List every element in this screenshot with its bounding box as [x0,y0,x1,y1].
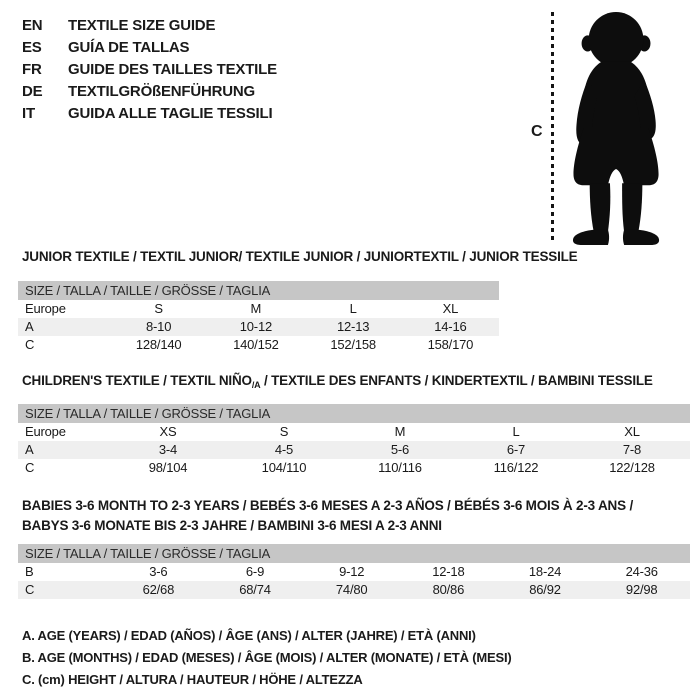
children-size-table [18,404,690,477]
row-label: A [25,442,34,457]
language-code: EN [22,17,43,34]
size-cell: L [512,424,520,439]
language-title: TEXTILGRÖßENFÜHRUNG [68,83,256,100]
junior-section-title: JUNIOR TEXTILE / TEXTIL JUNIOR/ TEXTILE JUNIOR / JUNIORTEXTIL / JUNIOR TESSILE [22,249,578,264]
table-row [18,336,499,354]
value-cell: 12-18 [432,564,465,579]
language-list [22,15,277,125]
children-title-subscript: /A [251,380,261,390]
row-label: C [25,582,35,597]
value-cell: 92/98 [625,582,658,597]
row-label: A [25,319,34,334]
language-title: GUIDE DES TAILLES TEXTILE [68,61,277,78]
children-title-text: CHILDREN'S TEXTILE / TEXTIL NIÑO [22,373,252,388]
value-cell: 10-12 [239,319,272,334]
measure-label-c: C [531,123,543,140]
footnotes [22,625,512,691]
size-cell: XS [159,424,177,439]
value-cell: 98/104 [148,460,188,475]
babies-section-title [22,496,633,536]
language-title: GUIDA ALLE TAGLIE TESSILI [68,105,273,122]
babies-title-line1: BABIES 3-6 MONTH TO 2-3 YEARS / BEBÉS 3-6 MESES A 2-3 AÑOS / BÉBÉS 3-6 MOIS À 2-3 ANS / [22,498,633,513]
table-row [18,318,499,336]
footnote-a: A. AGE (YEARS) / EDAD (AÑOS) / ÂGE (ANS) / ALTER (JAHRE) / ETÀ (ANNI) [22,628,476,643]
value-cell: 8-10 [146,319,172,334]
value-cell: 152/158 [330,337,376,352]
language-code: IT [22,105,35,122]
value-cell: 9-12 [339,564,365,579]
language-code: FR [22,61,42,78]
language-row [22,15,277,37]
size-header-bar: SIZE / TALLA / TAILLE / GRÖSSE / TAGLIA [18,404,690,423]
value-cell: 18-24 [528,564,562,579]
row-label: C [25,337,35,352]
value-cell: 14-16 [434,319,467,334]
value-cell: 3-4 [158,442,178,457]
baby-silhouette-image [562,9,666,245]
size-cell: M [250,301,262,316]
value-cell: 7-8 [622,442,642,457]
size-cell: L [349,301,357,316]
row-label: Europe [25,301,66,316]
value-cell: 6-9 [245,564,265,579]
value-cell: 104/110 [261,460,307,475]
language-code: ES [22,39,42,56]
babies-title-line2: BABYS 3-6 MONATE BIS 2-3 JAHRE / BAMBINI 3-6 MESI A 2-3 ANNI [22,518,442,533]
babies-size-table [18,544,690,599]
size-header-bar: SIZE / TALLA / TAILLE / GRÖSSE / TAGLIA [18,281,499,300]
size-cell: S [154,301,163,316]
value-cell: 74/80 [335,582,368,597]
value-cell: 68/74 [239,582,271,597]
value-cell: 3-6 [149,564,168,579]
value-cell: 128/140 [135,337,182,352]
value-cell: 62/68 [142,582,175,597]
value-cell: 80/86 [432,582,465,597]
value-cell: 110/116 [378,460,422,475]
value-cell: 86/92 [529,582,561,597]
size-cell: XL [442,301,459,316]
language-row [22,103,277,125]
value-cell: 24-36 [625,564,658,579]
table-row [18,581,690,599]
table-row [18,300,499,318]
table-row [18,563,690,581]
table-row [18,441,690,459]
size-cell: M [394,424,406,439]
language-row [22,37,277,59]
row-label: Europe [25,424,66,439]
table-row [18,459,690,477]
language-title: GUÍA DE TALLAS [68,39,190,56]
height-measure-dotted-line [551,12,554,243]
row-label: C [25,460,35,475]
language-code: DE [22,83,43,100]
table-row [18,423,690,441]
children-title-text: / TEXTILE DES ENFANTS / KINDERTEXTIL / BAMBINI TESSILE [260,373,653,388]
size-header-bar: SIZE / TALLA / TAILLE / GRÖSSE / TAGLIA [18,544,690,563]
footnote-b: B. AGE (MONTHS) / EDAD (MESES) / ÂGE (MOIS) / ALTER (MONATE) / ETÀ (MESI) [22,650,512,665]
size-cell: XL [624,424,640,439]
value-cell: 158/170 [427,337,474,352]
language-row [22,59,277,81]
row-label: B [25,564,34,579]
footnote-c: C. (cm) HEIGHT / ALTURA / HAUTEUR / HÖHE / ALTEZZA [22,672,363,687]
value-cell: 116/122 [493,460,539,475]
value-cell: 6-7 [506,442,526,457]
value-cell: 12-13 [337,319,370,334]
children-section-title [22,373,653,390]
value-cell: 140/152 [233,337,279,352]
value-cell: 4-5 [274,442,294,457]
value-cell: 5-6 [390,442,410,457]
value-cell: 122/128 [609,460,655,475]
junior-size-table [18,281,499,354]
size-cell: S [279,424,289,439]
language-title: TEXTILE SIZE GUIDE [68,17,216,34]
language-row [22,81,277,103]
